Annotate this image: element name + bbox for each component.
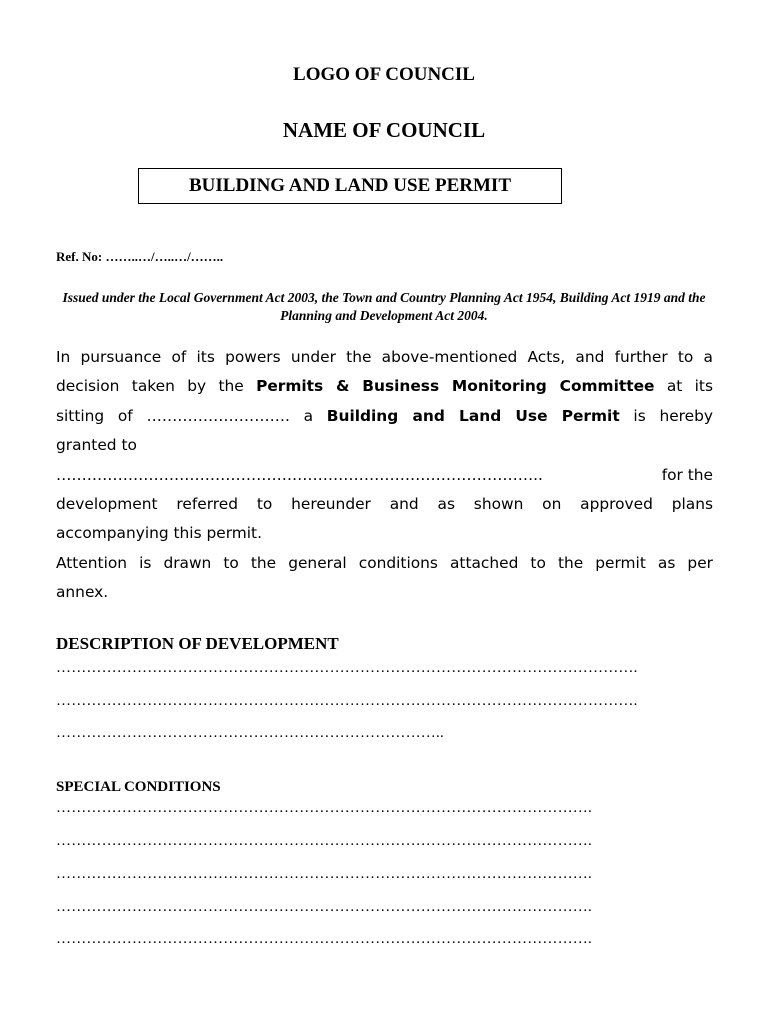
special-conditions-blank-line: ……………………………………………………………………………………………. bbox=[56, 931, 592, 947]
special-conditions-blank-line: ……………………………………………………………………………………………. bbox=[56, 866, 592, 882]
issued-under-statement: Issued under the Local Government Act 2003, the Town and Country Planning Act 1954, Building Act 1919 and the Planning and Development Act 2004. bbox=[62, 290, 706, 323]
permit-title-box bbox=[138, 168, 562, 204]
logo-placeholder-text: LOGO OF COUNCIL bbox=[293, 64, 475, 85]
body-line bbox=[56, 343, 713, 372]
body-text: decision taken by the bbox=[56, 377, 257, 396]
description-blank-line: ………………………………………………………………….. bbox=[56, 725, 444, 741]
body-text: for the bbox=[661, 465, 713, 484]
body-line bbox=[56, 519, 713, 548]
body-text: In pursuance of its powers under the above-mentioned Acts, and further to a bbox=[56, 348, 713, 366]
body-text: Attention is drawn to the general conditions attached to the permit as per bbox=[56, 553, 713, 572]
permit-body-paragraph bbox=[56, 343, 713, 608]
grantee-blank: ………………………………………………………………………………….. bbox=[56, 465, 543, 484]
description-blank-line: ……………………………………………………………………………………………………. bbox=[56, 660, 638, 676]
body-line bbox=[56, 490, 713, 519]
body-line bbox=[56, 461, 713, 490]
description-blank-line: ……………………………………………………………………………………………………. bbox=[56, 693, 638, 709]
permit-type-name: Building and Land Use Permit bbox=[326, 406, 620, 425]
body-text: granted to bbox=[56, 436, 137, 455]
body-text: development referred to hereunder and as shown on approved plans bbox=[56, 495, 713, 514]
committee-name: Permits & Business Monitoring Committee bbox=[256, 377, 655, 396]
special-conditions-blank-line: ……………………………………………………………………………………………. bbox=[56, 833, 592, 849]
special-conditions-blank-line: ……………………………………………………………………………………………. bbox=[56, 899, 592, 915]
body-text: is hereby bbox=[619, 406, 714, 425]
body-text: accompanying this permit. bbox=[56, 524, 262, 543]
body-line bbox=[56, 372, 713, 401]
reference-number: Ref. No: ……..…/…..…/…….. bbox=[56, 249, 224, 264]
permit-title: BUILDING AND LAND USE PERMIT bbox=[189, 175, 511, 196]
body-text: annex. bbox=[56, 583, 109, 602]
body-line bbox=[56, 431, 713, 460]
special-conditions-blank-line: ……………………………………………………………………………………………. bbox=[56, 800, 592, 816]
body-line bbox=[56, 578, 713, 607]
description-heading: DESCRIPTION OF DEVELOPMENT bbox=[56, 634, 339, 653]
sitting-date-blank: sitting of ………………………. a bbox=[56, 406, 327, 425]
special-conditions-heading: SPECIAL CONDITIONS bbox=[56, 779, 221, 795]
body-line bbox=[56, 402, 713, 431]
council-name: NAME OF COUNCIL bbox=[282, 118, 486, 142]
body-line bbox=[56, 549, 713, 578]
body-text: at its bbox=[654, 377, 713, 396]
